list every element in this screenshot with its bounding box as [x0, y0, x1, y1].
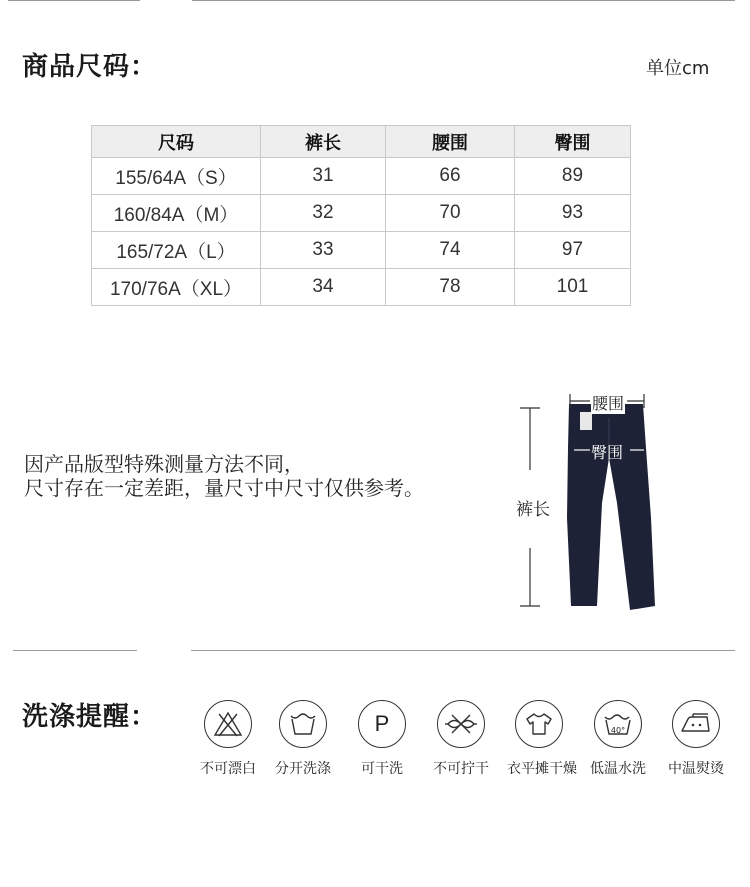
cell-size: 170/76A（XL）: [92, 269, 261, 306]
table-row: [92, 269, 631, 306]
care-label: 分开洗涤: [275, 761, 331, 777]
measurement-note: [24, 452, 424, 500]
cell-size: 160/84A（M）: [92, 195, 261, 232]
care-item-iron: [664, 700, 728, 778]
header-waist: 腰围: [386, 126, 515, 158]
care-label: 衣平摊干燥: [507, 761, 577, 777]
care-label: 低温水洗: [590, 761, 646, 777]
cell-length: 32: [261, 195, 386, 232]
waist-label: 腰围: [591, 391, 625, 414]
cell-hip: 101: [515, 269, 631, 306]
cell-length: 33: [261, 232, 386, 269]
cell-hip: 89: [515, 158, 631, 195]
cell-length: 34: [261, 269, 386, 306]
care-item-dry-clean: [350, 700, 414, 778]
table-row: [92, 232, 631, 269]
cell-hip: 93: [515, 195, 631, 232]
mid-divider-left: [13, 650, 137, 651]
table-row: [92, 158, 631, 195]
care-label: 可干洗: [361, 761, 403, 777]
care-section-title: 洗涤提醒：: [22, 702, 158, 732]
hip-label: 臀围: [591, 443, 624, 462]
size-section-title: 商品尺码：: [22, 52, 158, 82]
header-size: 尺码: [92, 126, 261, 158]
dry-clean-symbol: P: [374, 711, 390, 736]
trousers-diagram: [510, 388, 660, 618]
care-item-hand-wash: [271, 700, 335, 778]
wash-temperature: 40°: [610, 726, 626, 735]
care-label: 不可拧干: [433, 761, 489, 777]
cell-waist: 70: [386, 195, 515, 232]
hand-wash-icon: [279, 700, 327, 748]
top-divider-right: [192, 0, 735, 1]
care-item-flat-dry: [507, 700, 577, 778]
cell-size: 165/72A（L）: [92, 232, 261, 269]
cell-waist: 78: [386, 269, 515, 306]
no-bleach-icon: [204, 700, 252, 748]
note-line-2: 尺寸存在一定差距，量尺寸中尺寸仅供参考。: [24, 476, 424, 500]
size-table: [91, 125, 631, 306]
length-label: 裤长: [516, 500, 550, 520]
iron-medium-icon: [672, 700, 720, 748]
table-header-row: [92, 126, 631, 158]
care-label: 中温熨烫: [668, 761, 724, 777]
no-wring-icon: [437, 700, 485, 748]
unit-label: 单位cm: [646, 58, 710, 79]
dry-clean-icon: [358, 700, 406, 748]
care-item-wash-40: [586, 700, 650, 778]
wash-40-icon: [594, 700, 642, 748]
care-icons-row: [196, 700, 736, 790]
care-item-no-wring: [429, 700, 493, 778]
cell-waist: 74: [386, 232, 515, 269]
mid-divider-right: [191, 650, 735, 651]
header-hip: 臀围: [515, 126, 631, 158]
table-row: [92, 195, 631, 232]
cell-waist: 66: [386, 158, 515, 195]
cell-hip: 97: [515, 232, 631, 269]
flat-dry-icon: [515, 700, 563, 748]
care-item-no-bleach: [196, 700, 260, 778]
cell-length: 31: [261, 158, 386, 195]
header-length: 裤长: [261, 126, 386, 158]
cell-size: 155/64A（S）: [92, 158, 261, 195]
note-line-1: 因产品版型特殊测量方法不同，: [24, 452, 304, 476]
top-divider-left: [8, 0, 140, 1]
care-label: 不可漂白: [200, 761, 256, 777]
